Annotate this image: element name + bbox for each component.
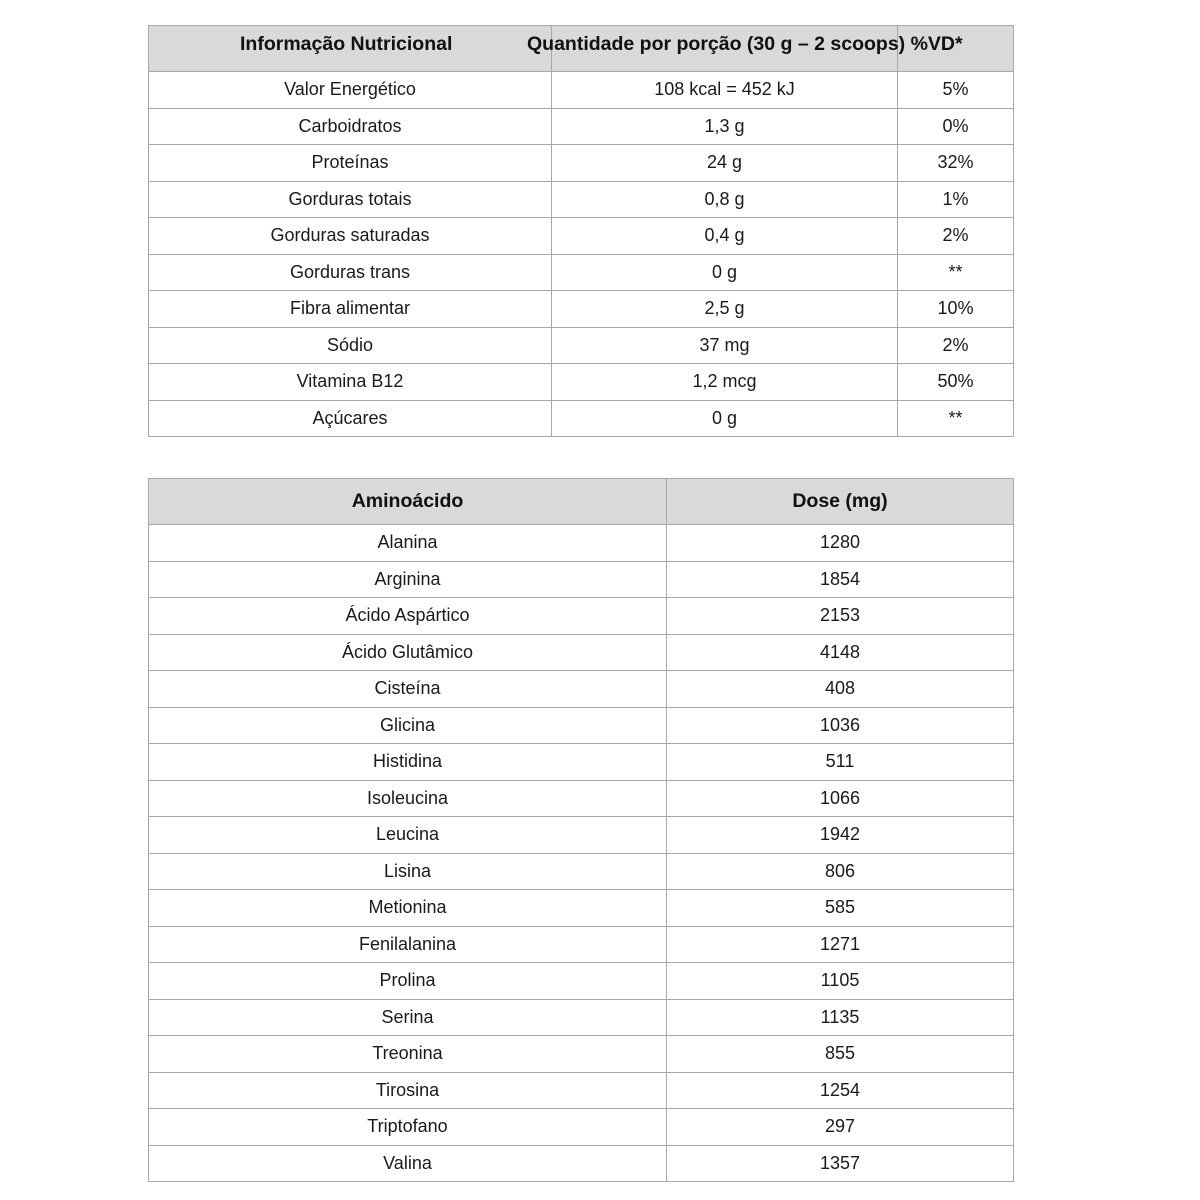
amino-header-dose: Dose (mg) bbox=[667, 479, 1014, 525]
nutrient-daily-value: 50% bbox=[898, 364, 1014, 401]
amino-row bbox=[149, 744, 1014, 781]
nutrient-quantity: 108 kcal = 452 kJ bbox=[552, 72, 898, 109]
amino-acid-dose: 1135 bbox=[667, 999, 1014, 1036]
amino-acid-dose: 1357 bbox=[667, 1145, 1014, 1182]
nutrient-name: Proteínas bbox=[149, 145, 552, 182]
nutrient-daily-value: ** bbox=[898, 254, 1014, 291]
nutrient-daily-value: 1% bbox=[898, 181, 1014, 218]
amino-row bbox=[149, 780, 1014, 817]
nutrition-header-cell-dv bbox=[898, 26, 1014, 72]
nutrient-name: Valor Energético bbox=[149, 72, 552, 109]
amino-acid-name: Valina bbox=[149, 1145, 667, 1182]
nutrient-daily-value: 0% bbox=[898, 108, 1014, 145]
amino-row bbox=[149, 671, 1014, 708]
nutrition-row bbox=[149, 364, 1014, 401]
nutrient-daily-value: 5% bbox=[898, 72, 1014, 109]
nutrient-name: Açúcares bbox=[149, 400, 552, 437]
amino-acid-dose: 408 bbox=[667, 671, 1014, 708]
amino-acid-name: Glicina bbox=[149, 707, 667, 744]
nutrient-quantity: 37 mg bbox=[552, 327, 898, 364]
nutrition-row bbox=[149, 181, 1014, 218]
amino-row bbox=[149, 634, 1014, 671]
amino-row bbox=[149, 999, 1014, 1036]
amino-row bbox=[149, 1109, 1014, 1146]
amino-acid-name: Tirosina bbox=[149, 1072, 667, 1109]
amino-acid-dose: 1066 bbox=[667, 780, 1014, 817]
nutrient-quantity: 0,4 g bbox=[552, 218, 898, 255]
nutrient-name: Carboidratos bbox=[149, 108, 552, 145]
nutrient-quantity: 0 g bbox=[552, 400, 898, 437]
nutrient-name: Sódio bbox=[149, 327, 552, 364]
nutrition-header-item: Informação Nutricional bbox=[240, 33, 453, 55]
amino-row bbox=[149, 890, 1014, 927]
amino-acid-name: Ácido Glutâmico bbox=[149, 634, 667, 671]
nutrient-quantity: 2,5 g bbox=[552, 291, 898, 328]
amino-acid-name: Metionina bbox=[149, 890, 667, 927]
amino-acid-name: Leucina bbox=[149, 817, 667, 854]
amino-header-amino: Aminoácido bbox=[149, 479, 667, 525]
nutrition-facts-table bbox=[148, 25, 1014, 437]
amino-row bbox=[149, 561, 1014, 598]
amino-acid-name: Lisina bbox=[149, 853, 667, 890]
nutrition-row bbox=[149, 254, 1014, 291]
amino-acid-dose: 585 bbox=[667, 890, 1014, 927]
amino-acid-dose: 2153 bbox=[667, 598, 1014, 635]
amino-header-row bbox=[149, 479, 1014, 525]
nutrition-header-cell-quantity bbox=[552, 26, 898, 72]
amino-acid-dose: 1105 bbox=[667, 963, 1014, 1000]
amino-acid-name: Prolina bbox=[149, 963, 667, 1000]
nutrition-row bbox=[149, 218, 1014, 255]
amino-acid-dose: 1854 bbox=[667, 561, 1014, 598]
amino-acid-dose: 1942 bbox=[667, 817, 1014, 854]
nutrient-quantity: 1,2 mcg bbox=[552, 364, 898, 401]
amino-acid-dose: 806 bbox=[667, 853, 1014, 890]
amino-acid-dose: 1271 bbox=[667, 926, 1014, 963]
amino-acid-dose: 855 bbox=[667, 1036, 1014, 1073]
amino-row bbox=[149, 1036, 1014, 1073]
amino-acid-name: Arginina bbox=[149, 561, 667, 598]
amino-row bbox=[149, 1145, 1014, 1182]
nutrition-row bbox=[149, 108, 1014, 145]
nutrient-name: Fibra alimentar bbox=[149, 291, 552, 328]
amino-acid-name: Histidina bbox=[149, 744, 667, 781]
amino-acid-name: Triptofano bbox=[149, 1109, 667, 1146]
amino-row bbox=[149, 817, 1014, 854]
nutrition-row bbox=[149, 145, 1014, 182]
nutrition-row bbox=[149, 400, 1014, 437]
nutrition-row bbox=[149, 72, 1014, 109]
amino-acid-name: Isoleucina bbox=[149, 780, 667, 817]
nutrition-header-cell-item bbox=[149, 26, 552, 72]
amino-acid-dose: 297 bbox=[667, 1109, 1014, 1146]
amino-row bbox=[149, 525, 1014, 562]
nutrition-row bbox=[149, 291, 1014, 328]
nutrient-daily-value: 2% bbox=[898, 218, 1014, 255]
nutrition-header-row bbox=[149, 26, 1014, 72]
amino-row bbox=[149, 926, 1014, 963]
amino-row bbox=[149, 598, 1014, 635]
amino-acid-dose: 4148 bbox=[667, 634, 1014, 671]
nutrient-name: Gorduras trans bbox=[149, 254, 552, 291]
nutrient-quantity: 0,8 g bbox=[552, 181, 898, 218]
amino-acid-name: Serina bbox=[149, 999, 667, 1036]
nutrition-row bbox=[149, 327, 1014, 364]
amino-acid-dose: 1036 bbox=[667, 707, 1014, 744]
amino-acid-dose: 1280 bbox=[667, 525, 1014, 562]
amino-row bbox=[149, 963, 1014, 1000]
nutrient-name: Vitamina B12 bbox=[149, 364, 552, 401]
amino-acid-name: Cisteína bbox=[149, 671, 667, 708]
nutrition-header-quantity-dv: Quantidade por porção (30 g – 2 scoops) %VD* bbox=[527, 33, 963, 55]
nutrient-quantity: 24 g bbox=[552, 145, 898, 182]
nutrient-name: Gorduras totais bbox=[149, 181, 552, 218]
nutrient-daily-value: ** bbox=[898, 400, 1014, 437]
amino-acid-name: Fenilalanina bbox=[149, 926, 667, 963]
amino-acid-name: Alanina bbox=[149, 525, 667, 562]
amino-acid-dose: 1254 bbox=[667, 1072, 1014, 1109]
amino-row bbox=[149, 853, 1014, 890]
nutrient-daily-value: 10% bbox=[898, 291, 1014, 328]
nutrient-quantity: 0 g bbox=[552, 254, 898, 291]
amino-acid-table bbox=[148, 478, 1014, 1182]
amino-acid-dose: 511 bbox=[667, 744, 1014, 781]
amino-acid-name: Ácido Aspártico bbox=[149, 598, 667, 635]
amino-row bbox=[149, 1072, 1014, 1109]
amino-row bbox=[149, 707, 1014, 744]
nutrient-quantity: 1,3 g bbox=[552, 108, 898, 145]
nutrient-daily-value: 2% bbox=[898, 327, 1014, 364]
nutrient-daily-value: 32% bbox=[898, 145, 1014, 182]
nutrient-name: Gorduras saturadas bbox=[149, 218, 552, 255]
amino-acid-name: Treonina bbox=[149, 1036, 667, 1073]
